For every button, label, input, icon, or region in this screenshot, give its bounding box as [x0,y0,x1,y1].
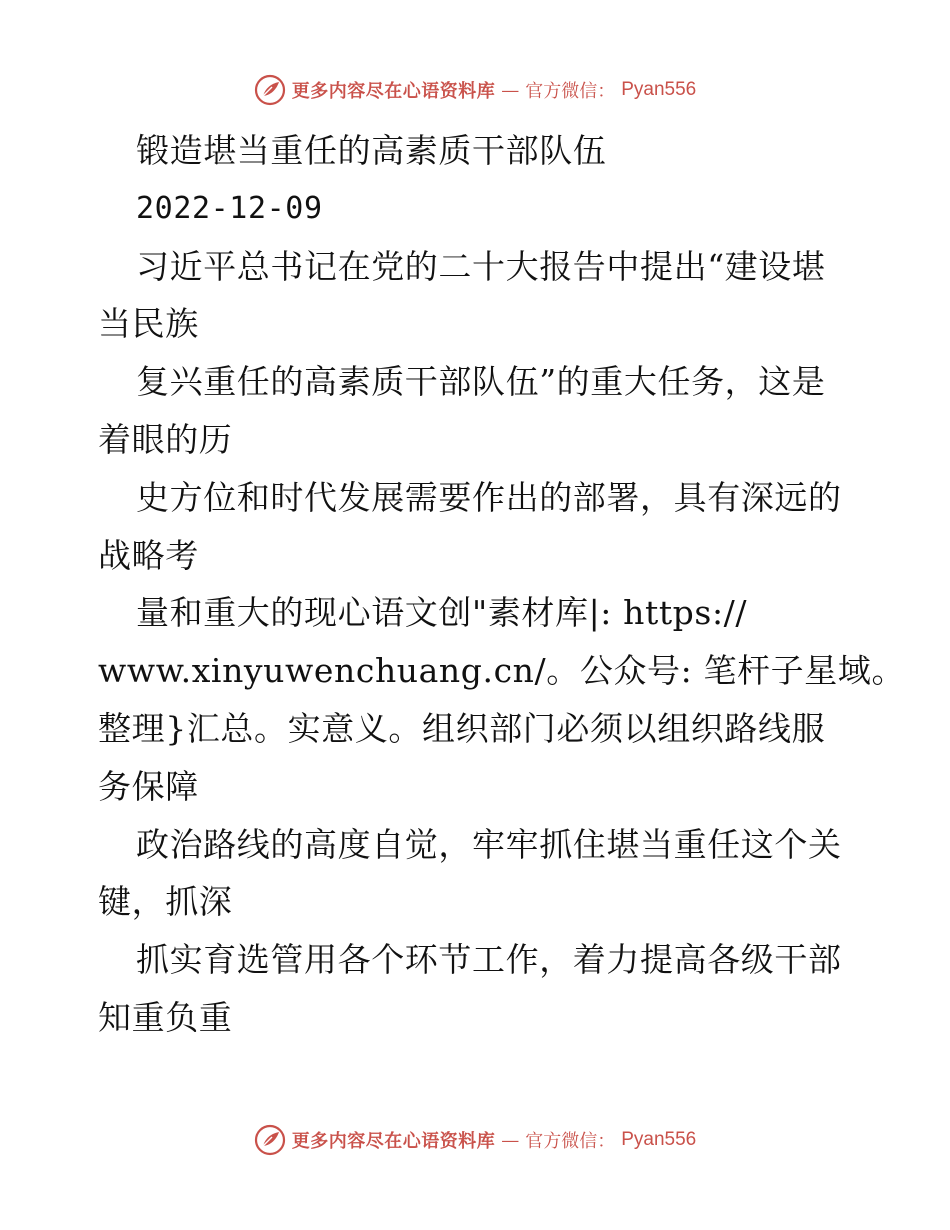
paragraph-line: 知重负重 [98,997,233,1037]
banner-brand-text: 更多内容尽在心语资料库 [291,1131,496,1152]
paragraph-line: 整理}汇总。实意义。组织部门必须以组织路线服 [98,708,826,748]
paragraph-line: 史方位和时代发展需要作出的部署，具有深远的 [136,477,842,517]
paragraph-line: 键，抓深 [98,882,233,922]
document-body [98,122,906,1047]
banner-brand-text: 更多内容尽在心语资料库 [291,81,496,102]
paragraph-line: 政治路线的高度自觉，牢牢抓住堪当重任这个关 [136,824,842,864]
header-banner [0,70,950,110]
paragraph-line: 复兴重任的高素质干部队伍”的重大任务，这是 [136,362,826,402]
paragraph-line: www.xinyuwenchuang.cn/。公众号: 笔杆子星域。 [98,651,906,691]
document-date: 2022-12-09 [136,190,323,226]
banner-separator: — [501,1129,520,1151]
banner-wechat-id: Pyan556 [621,79,697,100]
paragraph-line: 着眼的历 [98,419,233,459]
paragraph-line: 量和重大的现心语文创"素材库|: https:// [136,593,748,633]
paragraph-line: 战略考 [98,535,199,575]
paragraph-line: 习近平总书记在党的二十大报告中提出“建设堪 [136,246,826,286]
footer-banner [0,1120,950,1160]
paragraph-line: 抓实育选管用各个环节工作，着力提高各级干部 [136,940,842,980]
banner-wechat-label: 官方微信： [525,81,616,102]
document-title: 锻造堪当重任的高素质干部队伍 [136,131,607,170]
leaf-pen-logo-icon [254,1124,286,1156]
banner-wechat-label: 官方微信： [525,1131,616,1152]
leaf-pen-logo-icon [254,74,286,106]
paragraph-line: 当民族 [98,304,199,344]
paragraph-line: 务保障 [98,766,199,806]
banner-separator: — [501,79,520,101]
banner-wechat-id: Pyan556 [621,1129,697,1150]
